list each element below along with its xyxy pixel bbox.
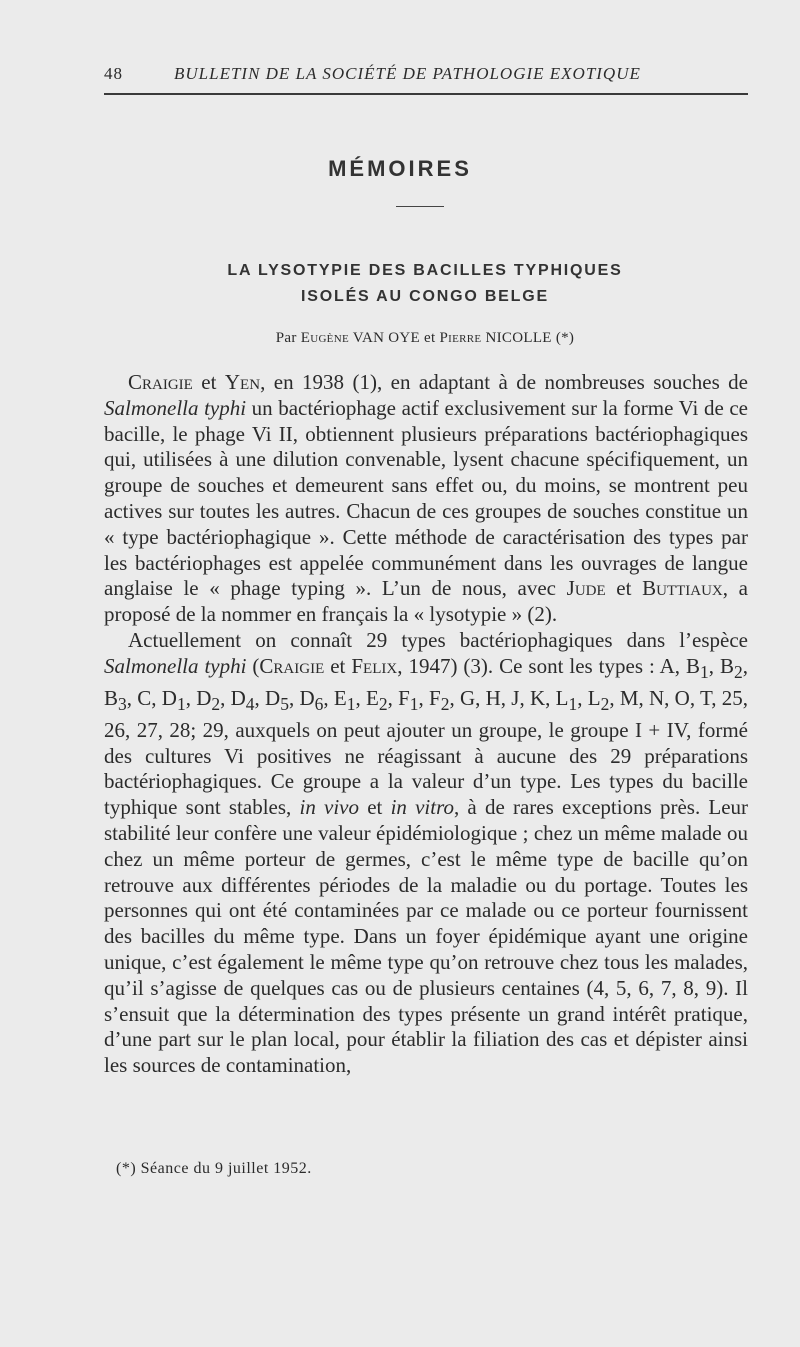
byline-and: et [420,330,440,346]
latin-term: in vitro [390,795,454,820]
text-run: , à de rares exceptions près. Leur stabilité leur confère une valeur épidémiologique ; chez un même malade ou chez un même porteur de germes, c’est le même type de bacille qu’on retrouve aux différentes périodes de la maladie ou du portage. Toutes les personnes qui ont été contaminées par ce malade ou ce porteur fournissent des bacilles du même type. Dans un foyer épidémique ayant une origine unique, c’est également le même type qu’on retrouve chez tous les malades, qu’il s’agisse de quelques cas ou de plusieurs centaines (4, 5, 6, 7, 8, 9). Il s’ensuit que la détermination des types présente un grand intérêt pratique, d’une part sur le plan local, pour établir la filiation des cas et dépister ainsi les sources de contamination, [104,795,749,1078]
author-name: Jude [566,576,606,601]
text-run: un bactériophage actif exclusivement sur la forme Vi de ce bacille, le phage Vi II, obtiennent plusieurs préparations bactériophagiques qui, utilisées à une dilution convenable, lysent chacune spécifiquement, un groupe de souches et demeurent sans effet ou, du moins, se montrent peu actives sur toutes les autres. Chacun de ces groupes de souches constitue un « type bactériophagique ». Cette méthode de caractérisation des types par les bactériophages est appelée communément dans les ouvrages de langue anglaise le « phage typing ». L’un de nous, avec [104,395,748,601]
paragraph-1 [104,370,748,628]
subscript: 1 [568,693,578,714]
text-run: , L [577,685,601,710]
author-2-last-name: NICOLLE [481,330,552,346]
text-run: et [192,370,225,394]
journal-title: BULLETIN DE LA SOCIÉTÉ DE PATHOLOGIE EXOTIQUE [174,64,641,83]
subscript: 4 [245,693,255,714]
byline-prefix: Par [275,330,301,346]
author-1-first-name: Eugène [300,330,349,346]
text-run: , D [288,685,315,710]
author-name: Craigie [259,653,325,678]
text-run: , B [708,653,734,678]
text-run: , D [220,685,246,710]
text-run: , D [254,685,281,710]
paragraph-2 [104,628,748,1079]
article-body [104,370,748,1079]
text-run: , F [387,685,410,710]
subscript: 2 [440,693,450,714]
author-name: Buttiaux [642,576,723,601]
author-name: Yen [224,370,261,394]
header-rule [104,93,748,95]
latin-term: in vivo [299,795,360,820]
page-number: 48 [104,64,123,83]
author-name: Felix [351,653,398,678]
author-1-last-name: VAN OYE [348,330,420,346]
article-title-line-1: LA LYSOTYPIE DES BACILLES TYPHIQUES [227,262,623,279]
text-run: , en 1938 (1), en adaptant à de nombreuses souches de [260,370,748,394]
byline [0,330,800,347]
footnote-reference: (*) [551,330,575,346]
species-name: Salmonella typhi [104,653,247,678]
text-run: , 1947) (3). Ce sont les types : A, B [397,653,701,678]
text-run: , M, N, O, T, 25, 26, 27, 28; 29, auxquels on peut ajouter un groupe, le groupe I + IV, formé des cultures Vi positives ne réagissant à aucune des 29 préparations bactériophagiques. Ce groupe a la valeur d’un type. Les types du bacille typhique sont stables, [104,685,748,820]
text-run: et [605,576,643,601]
subscript: 6 [314,693,324,714]
subscript: 2 [211,693,221,714]
section-heading: MÉMOIRES [328,156,472,181]
section-divider [396,206,444,207]
subscript: 3 [118,693,127,714]
text-run: et [359,795,391,820]
subscript: 2 [600,693,610,714]
subscript: 1 [346,693,356,714]
text-run: Actuellement on connaît 29 types bactériophagiques dans l’espèce [128,627,748,652]
subscript: 2 [378,693,388,714]
text-run: , C, D [126,685,177,710]
author-2-first-name: Pierre [439,330,482,346]
article-title-line-2: ISOLÉS AU CONGO BELGE [301,288,549,305]
text-run: , D [185,685,212,710]
species-name: Salmonella typhi [104,395,247,420]
subscript: 1 [700,661,709,682]
text-run: , B [104,653,748,710]
text-run: , F [418,685,441,710]
author-name: Craigie [128,370,193,394]
subscript: 1 [176,693,186,714]
footnote: (*) Séance du 9 juillet 1952. [116,1160,312,1177]
subscript: 5 [280,693,289,714]
subscript: 2 [734,661,743,682]
text-run: , G, H, J, K, L [449,685,569,710]
text-run: , a proposé de la nommer en français la « lysotypie » (2). [104,576,749,627]
subscript: 1 [409,693,419,714]
text-run: et [324,653,352,678]
text-run: , E [355,685,379,710]
text-run: ( [246,653,260,678]
text-run: , E [323,685,347,710]
